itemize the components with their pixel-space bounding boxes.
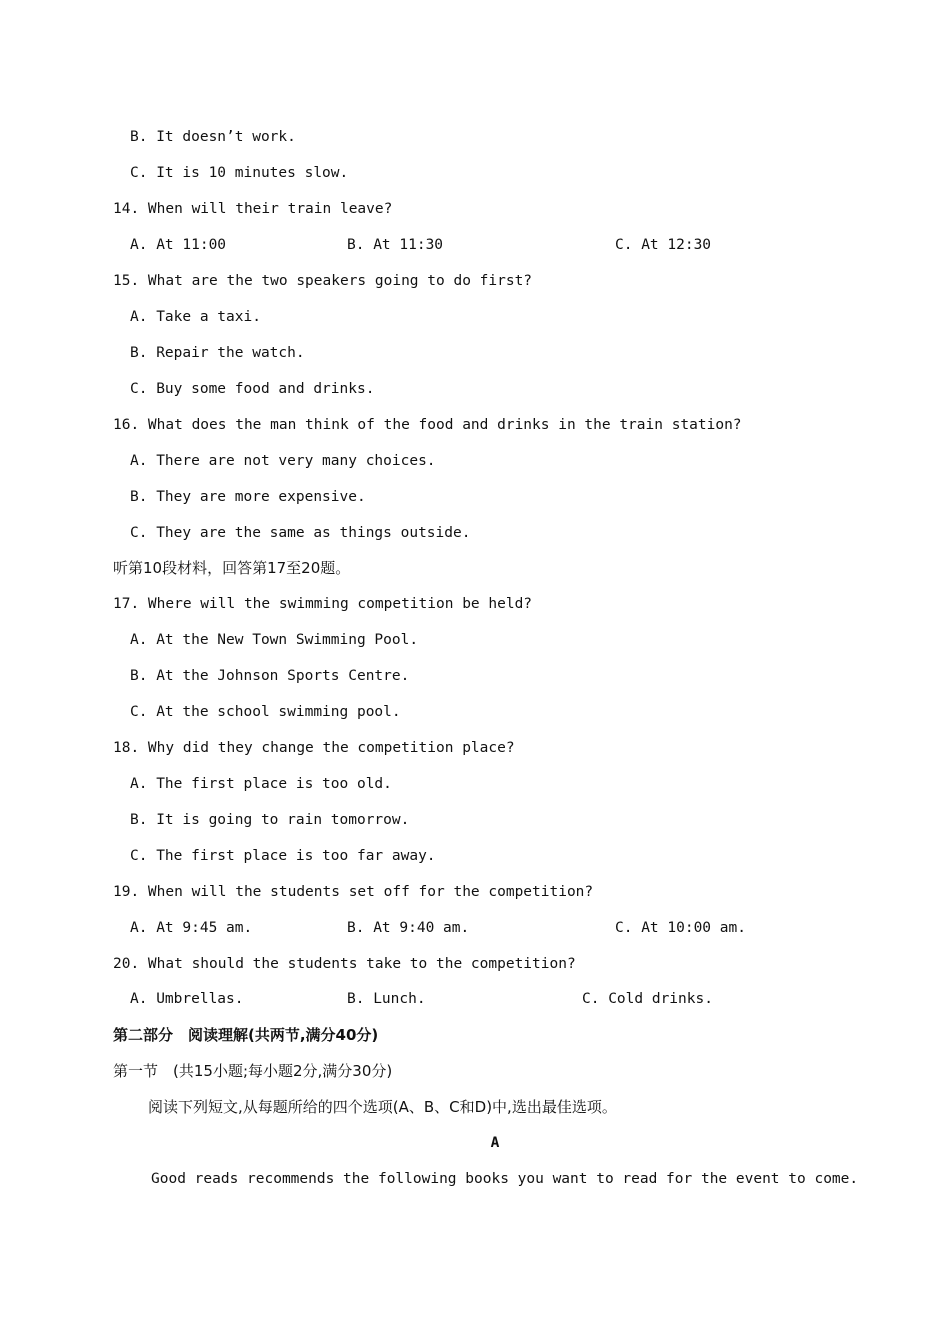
q15-question: 15. What are the two speakers going to do first? <box>113 273 533 289</box>
q17-option-c: C. At the school swimming pool. <box>130 704 401 720</box>
q14-question: 14. When will their train leave? <box>113 201 393 217</box>
q18-option-a: A. The first place is too old. <box>130 776 392 792</box>
q16-option-c: C. They are the same as things outside. <box>130 525 471 541</box>
q20-question: 20. What should the students take to the competition? <box>113 956 576 972</box>
q17-option-b: B. At the Johnson Sports Centre. <box>130 668 410 684</box>
q18-option-c: C. The first place is too far away. <box>130 848 436 864</box>
q20-option-c: C. Cold drinks. <box>582 991 713 1007</box>
q14-option-c: C. At 12:30 <box>615 237 712 253</box>
q20-option-a: A. Umbrellas. <box>130 991 244 1007</box>
q15-option-a: A. Take a taxi. <box>130 309 261 325</box>
q19-question: 19. When will the students set off for the competition? <box>113 884 594 900</box>
q15-option-b: B. Repair the watch. <box>130 345 305 361</box>
q19-option-a: A. At 9:45 am. <box>130 920 253 936</box>
q16-question: 16. What does the man think of the food and drinks in the train station? <box>113 417 742 433</box>
q18-option-b: B. It is going to rain tomorrow. <box>130 812 410 828</box>
q17-question: 17. Where will the swimming competition be held? <box>113 596 533 612</box>
passage-intro: Good reads recommends the following books you want to read for the event to come. <box>151 1171 859 1187</box>
q14-option-b: B. At 11:30 <box>347 237 444 253</box>
q18-question: 18. Why did they change the competition place? <box>113 740 515 756</box>
q19-option-b: B. At 9:40 am. <box>347 920 470 936</box>
q16-option-b: B. They are more expensive. <box>130 489 366 505</box>
part2-instruction: 阅读下列短文,从每题所给的四个选项(A、B、C和D)中,选出最佳选项。 <box>148 1098 617 1116</box>
q20-option-b: B. Lunch. <box>347 991 426 1007</box>
q19-option-c: C. At 10:00 am. <box>615 920 746 936</box>
part2-heading: 第二部分 阅读理解(共两节,满分40分) <box>113 1026 379 1044</box>
q17-option-a: A. At the New Town Swimming Pool. <box>130 632 419 648</box>
passage-label: A <box>490 1135 500 1151</box>
q14-option-a: A. At 11:00 <box>130 237 227 253</box>
section-10-instruction: 听第10段材料，回答第17至20题。 <box>113 559 351 577</box>
part2-section1-heading: 第一节 (共15小题;每小题2分,满分30分) <box>113 1062 393 1080</box>
q15-option-c: C. Buy some food and drinks. <box>130 381 375 397</box>
q13-option-b: B. It doesn’t work. <box>130 129 296 145</box>
q16-option-a: A. There are not very many choices. <box>130 453 436 469</box>
q13-option-c: C. It is 10 minutes slow. <box>130 165 349 181</box>
